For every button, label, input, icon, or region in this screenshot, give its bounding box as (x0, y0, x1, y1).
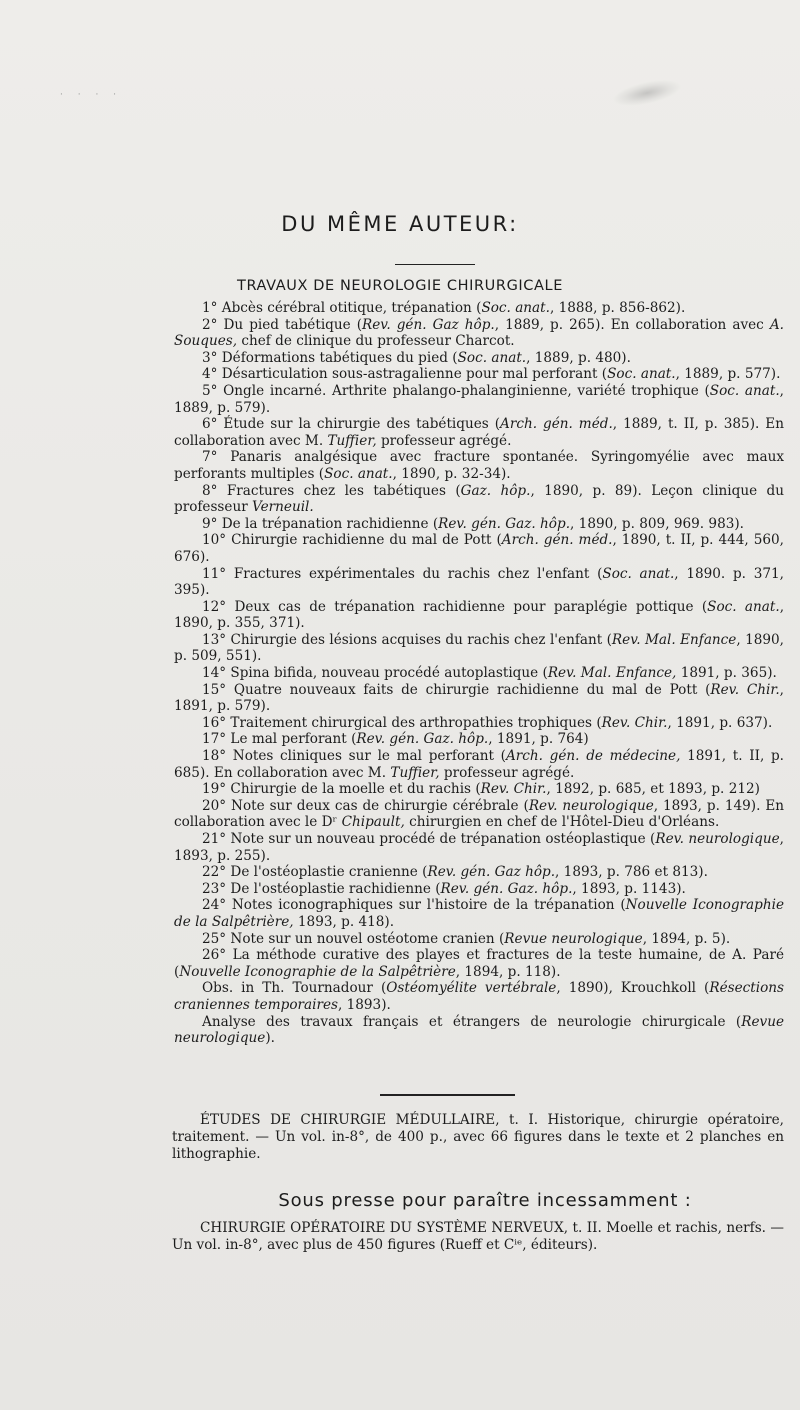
work-source-2: Résections craniennes temporaires (174, 980, 784, 1013)
work-text-tail: , 1890, t. II, p. 444, 560, 676). (174, 532, 784, 565)
work-text: Notes cliniques sur le mal perforant ( (232, 748, 506, 765)
work-text: Ongle incarné. Arthrite phalango-phalanginienne, variété trophique ( (223, 382, 710, 399)
work-text-tail: , 1889, p. 480). (526, 349, 631, 366)
work-entry (174, 416, 784, 449)
work-source-2: Chipault, (341, 814, 405, 831)
work-entry (174, 931, 784, 948)
etudes-entry: ÉTUDES DE CHIRURGIE MÉDULLAIRE, t. I. Historique, chirurgie opératoire, traitement. — Un vol. in-8°, de 400 p., avec 66 figures dans le texte et 2 planches en lithographie. (172, 1112, 784, 1162)
work-entry (174, 532, 784, 565)
work-number: 22° (202, 864, 231, 881)
work-source: Rev. gén. Gaz. hôp. (440, 880, 573, 897)
paper-specks: · · · · (60, 90, 123, 100)
works-list (174, 300, 784, 1047)
work-text: Chirurgie de la moelle et du rachis ( (230, 781, 481, 798)
section-divider (380, 1094, 515, 1096)
work-source: Rev. Mal. Enfance (611, 631, 737, 648)
work-entry (174, 864, 784, 881)
work-text: Du pied tabétique ( (223, 316, 363, 333)
work-source: Arch. gén. méd. (500, 416, 613, 433)
title-divider (395, 264, 475, 265)
work-source: Rev. Mal. Enfance, (547, 665, 677, 682)
work-source: Rev. gén. Gaz. hôp. (438, 515, 571, 532)
work-source: Rev. neurologique (528, 797, 654, 814)
work-number: 1° (202, 300, 222, 316)
work-number: 10° (202, 532, 232, 549)
work-text: Le mal perforant ( (230, 731, 357, 748)
work-text: Notes iconographiques sur l'histoire de la trépanation ( (231, 897, 626, 914)
work-source: Rev. Chir. (601, 714, 668, 731)
work-source: Soc. anat. (481, 300, 550, 316)
work-entry (174, 449, 784, 482)
work-text-tail: , 1891, p. 764) (488, 731, 589, 748)
work-text-tail: , 1890), Krouchkoll ( (556, 980, 710, 997)
work-source: Soc. anat. (457, 349, 527, 366)
work-text: Analyse des travaux français et étrangers de neurologie chirurgicale ( (202, 1013, 742, 1030)
work-entry (174, 715, 784, 732)
work-entry (174, 748, 784, 781)
work-entry (174, 781, 784, 798)
work-number: 2° (202, 316, 224, 333)
work-text: Fractures chez les tabétiques ( (226, 482, 461, 499)
work-entry (174, 383, 784, 416)
work-text-tail-2: chef de clinique du professeur Charcot. (237, 333, 515, 350)
work-entry (174, 947, 784, 980)
work-text-tail: , 1892, p. 685, et 1893, p. 212) (546, 781, 760, 798)
work-text: Traitement chirurgical des arthropathies trophiques ( (230, 714, 602, 731)
work-text-tail: 1893, p. 418). (293, 913, 395, 930)
work-text-tail: , 1893, p. 149). En collaboration avec le Dʳ (174, 797, 785, 831)
work-source: Rev. gén. Gaz hôp. (362, 316, 495, 333)
work-text: Abcès cérébral otitique, trépanation ( (221, 300, 482, 316)
work-entry (174, 566, 784, 599)
work-source: Arch. gén. méd. (501, 532, 613, 549)
work-text-tail: , 1894, p. 118). (455, 963, 561, 980)
work-number: 19° (202, 781, 231, 798)
work-entry (174, 350, 784, 367)
work-source-2: A. Souques, (174, 316, 784, 350)
work-text-tail: , 1891, p. 637). (667, 714, 773, 731)
work-text-tail: , 1890, p. 355, 371). (174, 598, 785, 632)
work-entry (174, 317, 784, 350)
work-text: Note sur un nouveau procédé de trépanation ostéoplastique ( (230, 831, 656, 847)
work-number: 25° (202, 930, 231, 947)
work-text-tail-2: professeur agrégé. (376, 432, 512, 449)
work-source: Soc. anat. (602, 565, 675, 582)
work-text-tail: , 1889, t. II, p. 385). En collaboration avec M. (174, 416, 784, 449)
work-source: Revue neurologique (504, 930, 643, 947)
work-source: Rev. Chir. (480, 781, 547, 798)
work-text: Deux cas de trépanation rachidienne pour paraplégie pottique ( (234, 598, 708, 615)
work-text-tail: , 1889, p. 579). (174, 382, 784, 416)
work-entry (174, 731, 784, 748)
page-title: DU MÊME AUTEUR: (281, 212, 519, 236)
work-number: 12° (202, 598, 235, 615)
work-text-tail: 1891, t. II, p. 685). En collaboration avec M. (174, 748, 784, 781)
work-entry (174, 665, 784, 682)
work-text: Note sur un nouvel ostéotome cranien ( (230, 930, 505, 947)
work-entry (174, 366, 784, 383)
work-number: 21° (202, 831, 231, 847)
work-source: Rev. gén. Gaz hôp. (427, 864, 556, 881)
press-entry: CHIRURGIE OPÉRATOIRE DU SYSTÈME NERVEUX, t. II. Moelle et rachis, nerfs. — Un vol. in-8°, avec plus de 450 figures (Rueff et Cⁱᵉ, éditeurs). (172, 1220, 784, 1253)
work-text-tail: , 1890. p. 371, 395). (174, 565, 784, 599)
work-text-tail: , 1894, p. 5). (642, 930, 731, 947)
work-source-2: Tuffier, (390, 764, 440, 781)
work-text: Quatre nouveaux faits de chirurgie rachidienne du mal de Pott ( (233, 681, 711, 698)
section-title: TRAVAUX DE NEUROLOGIE CHIRURGICALE (237, 278, 563, 294)
work-number: 14° (202, 665, 231, 682)
work-text: Chirurgie rachidienne du mal de Pott ( (231, 532, 502, 549)
work-text: Chirurgie des lésions acquises du rachis chez l'enfant ( (230, 631, 612, 648)
work-text-tail: , 1893, p. 786 et 813). (555, 864, 708, 881)
work-number: 8° (202, 482, 227, 499)
work-source: Soc. anat. (709, 382, 780, 399)
work-source: Ostéomyélite vertébrale (386, 980, 557, 997)
work-entry (174, 1014, 784, 1047)
work-text: Panaris analgésique avec fracture spontanée. Syringomyélie avec maux perforants multiples ( (174, 449, 784, 482)
work-source: Rev. gén. Gaz. hôp. (356, 731, 489, 748)
work-text-tail: , 1888, p. 856-862). (549, 300, 686, 316)
work-source: Soc. anat. (607, 366, 676, 383)
work-entry (174, 980, 784, 1013)
work-entry (174, 897, 784, 930)
work-number: 17° (202, 731, 231, 748)
work-text-tail: , 1889, p. 577). (675, 366, 781, 383)
press-title: Sous presse pour paraître incessamment : (278, 1190, 692, 1211)
work-entry (174, 682, 784, 715)
work-text-tail-2: professeur agrégé. (439, 764, 575, 781)
work-entry (174, 632, 784, 665)
work-source: Soc. anat. (324, 465, 393, 482)
work-text: De la trépanation rachidienne ( (221, 515, 439, 532)
work-source: Nouvelle Iconographie de la Salpêtrière (179, 963, 456, 980)
work-text: Note sur deux cas de chirurgie cérébrale ( (231, 797, 529, 814)
work-text: De l'ostéoplastie cranienne ( (230, 864, 428, 881)
work-number: 3° (202, 349, 222, 366)
work-number: 5° (202, 382, 224, 399)
work-text-tail: ). (265, 1030, 275, 1047)
work-entry (174, 599, 784, 632)
work-entry (174, 798, 784, 831)
work-text-tail-2: chirurgien en chef de l'Hôtel-Dieu d'Orléans. (404, 814, 720, 831)
work-source: Nouvelle Iconographie de la Salpêtrière, (174, 897, 784, 930)
work-source: Rev. Chir. (710, 681, 780, 698)
work-number: 23° (202, 880, 231, 897)
work-source: Arch. gén. de médecine, (505, 748, 681, 765)
work-number: 24° (202, 897, 232, 914)
work-entry (174, 831, 784, 864)
work-text-tail: , 1890, p. 509, 551). (174, 631, 784, 665)
work-source-2: Verneuil. (252, 499, 314, 516)
work-number: 26° (202, 947, 233, 964)
work-entry (174, 300, 784, 317)
work-text-tail: , 1893, p. 255). (174, 831, 784, 864)
work-source: Rev. neurologique (655, 831, 780, 847)
ink-smudge (610, 75, 683, 111)
work-number: 11° (202, 565, 234, 582)
work-entry (174, 516, 784, 533)
work-text-tail: , 1890, p. 32-34). (392, 465, 511, 482)
work-text-tail: , 1889, p. 265). En collaboration avec (494, 316, 770, 333)
work-text: Fractures expérimentales du rachis chez l'enfant ( (233, 565, 603, 582)
work-text: Déformations tabétiques du pied ( (221, 349, 458, 366)
work-text: De l'ostéoplastie rachidienne ( (230, 880, 441, 897)
work-source-2: Tuffier, (327, 432, 377, 449)
work-number: 9° (202, 515, 222, 532)
work-text-tail: 1891, p. 365). (676, 665, 777, 682)
work-entry (174, 881, 784, 898)
work-number: 16° (202, 714, 231, 731)
work-text-tail-2: , 1893). (337, 996, 391, 1013)
work-number: 4° (202, 366, 222, 383)
work-text-tail: , 1890, p. 809, 969. 983). (570, 515, 745, 532)
work-text-tail: , 1893, p. 1143). (572, 880, 686, 897)
work-source: Soc. anat. (707, 598, 780, 615)
work-entry (174, 483, 784, 516)
work-text: Obs. in Th. Tournadour ( (202, 980, 387, 997)
work-number: 7° (202, 449, 231, 466)
work-number: 18° (202, 748, 233, 765)
work-text: Spina bifida, nouveau procédé autoplastique ( (230, 665, 548, 682)
work-text: Désarticulation sous-astragalienne pour mal perforant ( (221, 366, 608, 383)
work-text: Étude sur la chirurgie des tabétiques ( (223, 416, 501, 433)
work-number: 15° (202, 681, 234, 698)
work-source: Revue neurologique (174, 1013, 784, 1047)
work-number: 6° (202, 416, 224, 433)
work-text: La méthode curative des playes et fractures de la teste humaine, de A. Paré ( (174, 947, 784, 980)
work-number: 20° (202, 797, 232, 814)
work-text-tail: , 1890, p. 89). Leçon clinique du professeur (174, 482, 784, 516)
work-number: 13° (202, 631, 231, 648)
work-text-tail: , 1891, p. 579). (174, 681, 784, 715)
work-source: Gaz. hôp. (460, 482, 531, 499)
